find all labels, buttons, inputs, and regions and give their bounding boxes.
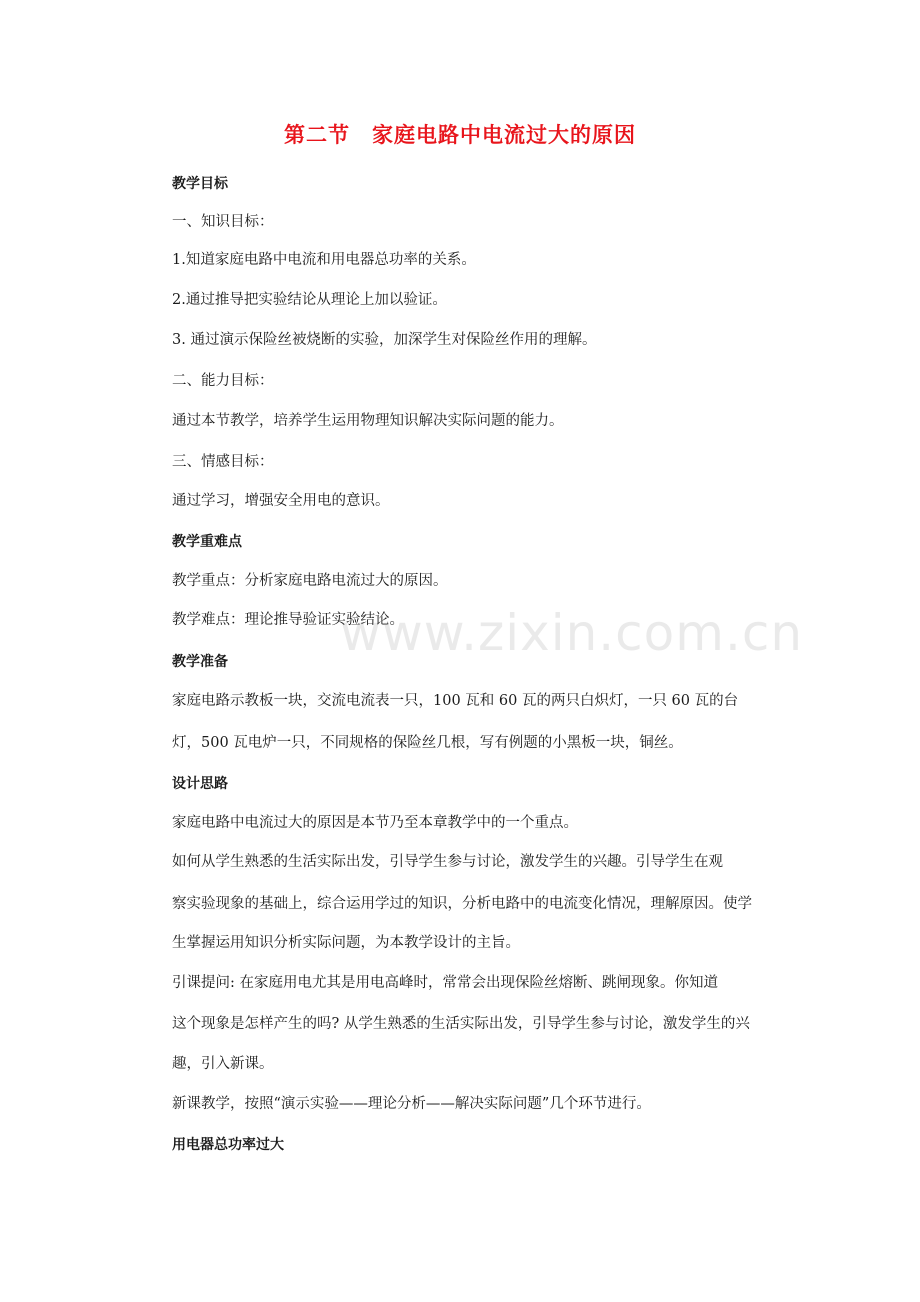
- difficulty-text: 教学难点：理论推导验证实验结论。: [172, 612, 404, 628]
- subheading-ability: 二、能力目标：: [172, 373, 274, 389]
- emotion-item-1: 通过学习，增强安全用电的意识。: [172, 493, 390, 509]
- knowledge-item-2: 2.通过推导把实验结论从理论上加以验证。: [172, 292, 447, 308]
- section-heading-design: 设计思路: [172, 776, 228, 792]
- design-paragraph-2-line-3: 生掌握运用知识分析实际问题，为本教学设计的主旨。: [172, 935, 520, 951]
- section-heading-keypoints: 教学重难点: [172, 534, 242, 550]
- design-paragraph-3-line-1: 引课提问: 在家庭用电尤其是用电高峰时，常常会出现保险丝熔断、跳闸现象。你知道: [172, 975, 718, 991]
- keypoint-text: 教学重点：分析家庭电路电流过大的原因。: [172, 573, 448, 589]
- design-paragraph-2-line-1: 如何从学生熟悉的生活实际出发，引导学生参与讨论，激发学生的兴趣。引导学生在观: [172, 854, 723, 870]
- page-title: 第二节 家庭电路中电流过大的原因: [284, 123, 636, 147]
- knowledge-item-3: 3. 通过演示保险丝被烧断的实验，加深学生对保险丝作用的理解。: [172, 332, 597, 348]
- subheading-knowledge: 一、知识目标：: [172, 214, 274, 230]
- design-paragraph-3-line-2: 这个现象是怎样产生的吗? 从学生熟悉的生活实际出发，引导学生参与讨论，激发学生的兴: [172, 1016, 750, 1032]
- subheading-emotion: 三、情感目标：: [172, 454, 274, 470]
- section-heading-power: 用电器总功率过大: [172, 1137, 284, 1153]
- knowledge-item-1: 1.知道家庭电路中电流和用电器总功率的关系。: [172, 252, 476, 268]
- section-heading-prep: 教学准备: [172, 654, 228, 670]
- ability-item-1: 通过本节教学，培养学生运用物理知识解决实际问题的能力。: [172, 413, 564, 429]
- prep-line-2: 灯，500 瓦电炉一只，不同规格的保险丝几根，写有例题的小黑板一块，铜丝。: [172, 735, 683, 751]
- prep-line-1: 家庭电路示教板一块，交流电流表一只，100 瓦和 60 瓦的两只白炽灯，一只 60 瓦的台: [172, 693, 739, 709]
- watermark: www.zixin.com.cn: [340, 604, 804, 662]
- design-paragraph-2-line-2: 察实验现象的基础上，综合运用学过的知识，分析电路中的电流变化情况，理解原因。使学: [172, 896, 752, 912]
- design-paragraph-1: 家庭电路中电流过大的原因是本节乃至本章教学中的一个重点。: [172, 815, 578, 831]
- design-paragraph-3-line-3: 趣，引入新课。: [172, 1056, 274, 1072]
- design-paragraph-4: 新课教学，按照“演示实验——理论分析——解决实际问题”几个环节进行。: [172, 1096, 651, 1112]
- section-heading-goals: 教学目标: [172, 176, 228, 192]
